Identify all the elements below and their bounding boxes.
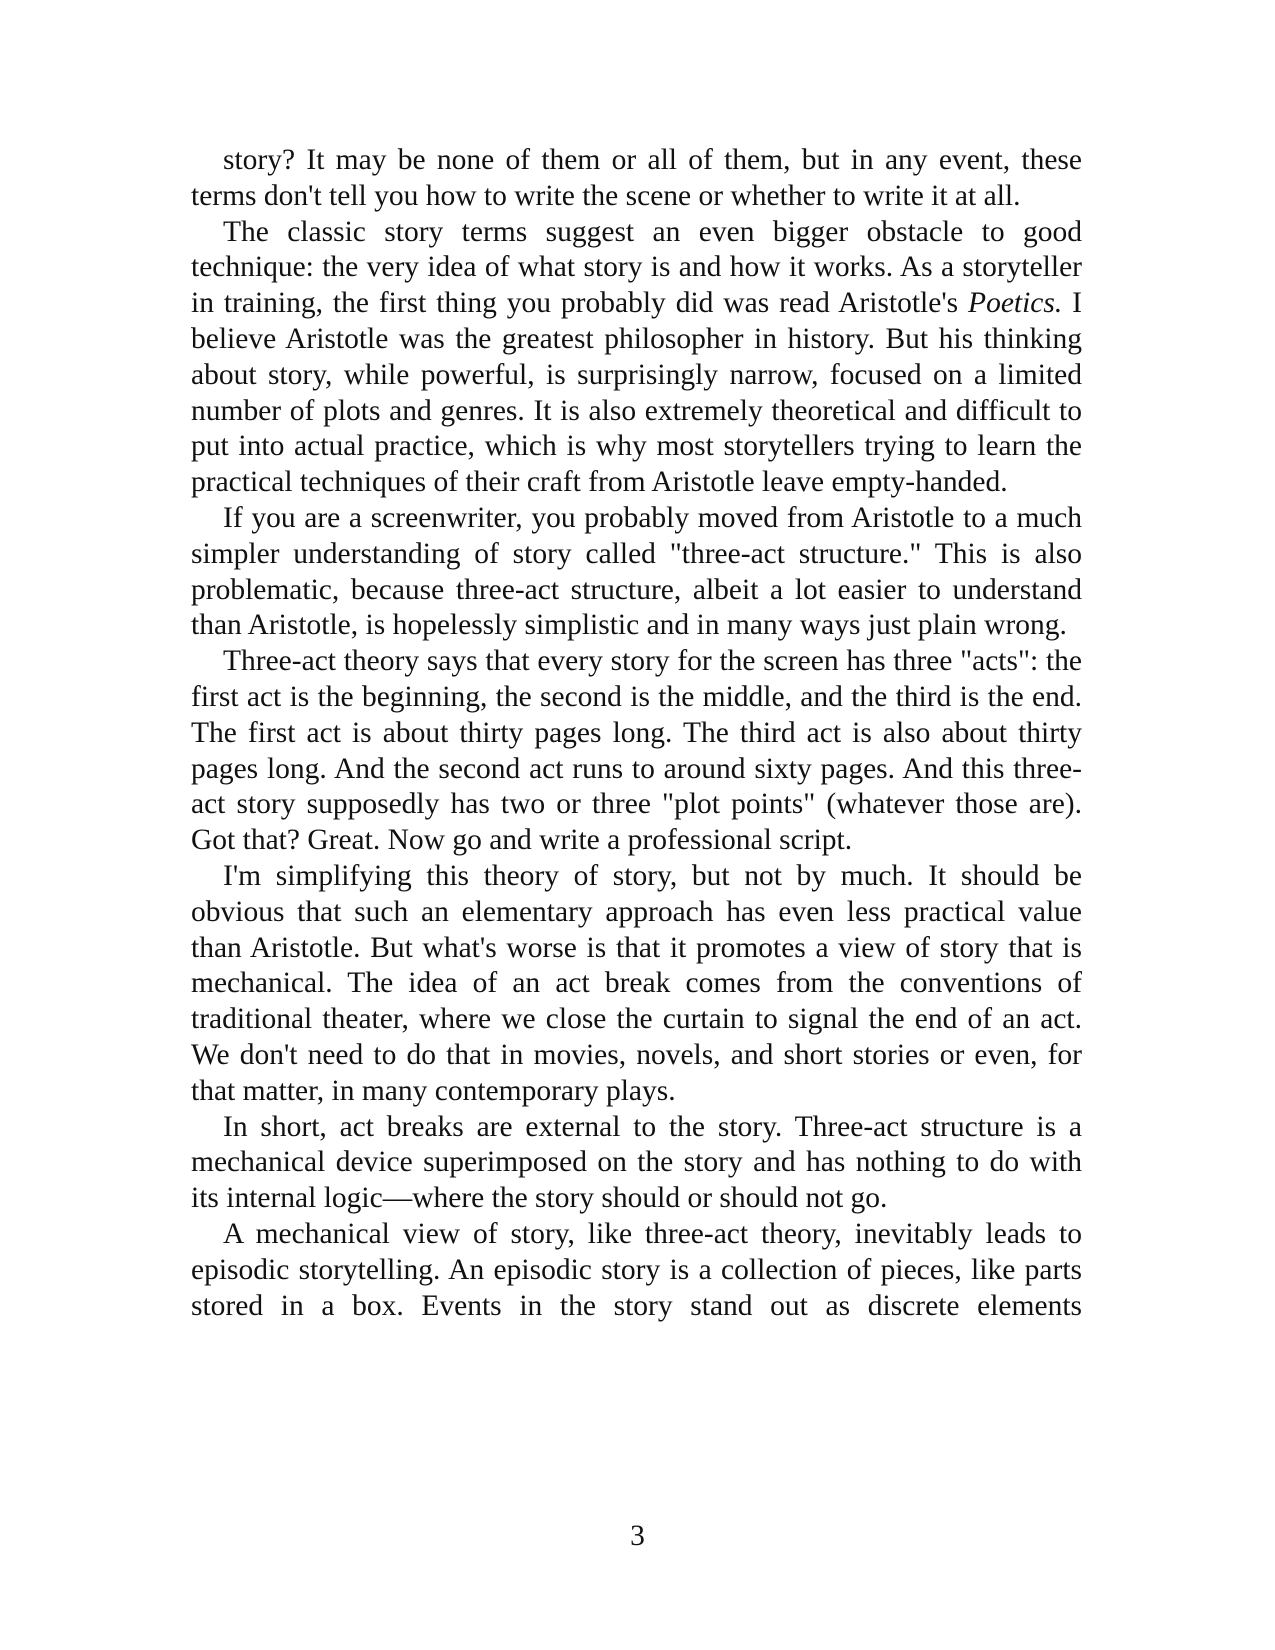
paragraph-2-text-after: I believe Aristotle was the greatest philosopher in history. But his thinking about story, while powerful, is surprisingly narrow, focused on a limited number of plots and genres. It is also extremely theoretical and difficult to put into actual practice, which is why most storytellers trying to learn the practical techniques of their craft from Aristotle leave empty-handed. (191, 287, 1082, 499)
paragraph-4: Three-act theory says that every story for the screen has three "acts": the first act is the beginning, the second is the middle, and the third is the end. The first act is about thirty pages long. The third act is also about thirty pages long. And the second act runs to around sixty pages. And this three-act story supposedly has two or three "plot points" (whatever those are). Got that? Great. Now go and write a professional script. (191, 645, 1082, 857)
page-body (191, 143, 1082, 1324)
paragraph-7: A mechanical view of story, like three-act theory, inevitably leads to episodic storytelling. An episodic story is a collection of pieces, like parts stored in a box. Events in the story stand out as discrete elements (191, 1217, 1082, 1322)
paragraph-2-text-before: The classic story terms suggest an even bigger obstacle to good technique: the very idea of what story is and how it works. As a storyteller in training, the first thing you probably did was read Aristotle's (191, 215, 1082, 320)
paragraph-6: In short, act breaks are external to the story. Three-act structure is a mechanical device superimposed on the story and has nothing to do with its internal logic—where the story should or should not go. (191, 1110, 1082, 1215)
page-number: 3 (630, 1520, 645, 1552)
book-title-poetics: Poetics. (968, 287, 1063, 320)
paragraph-2 (191, 215, 1082, 501)
paragraph-1: story? It may be none of them or all of them, but in any event, these terms don't tell you how to write the scene or whether to write it at all. (191, 144, 1082, 212)
paragraph-5: I'm simplifying this theory of story, but not by much. It should be obvious that such an elementary approach has even less practical value than Aristotle. But what's worse is that it promotes a view of story that is mechanical. The idea of an act break comes from the conventions of traditional theater, where we close the curtain to signal the end of an act. We don't need to do that in movies, novels, and short stories or even, for that matter, in many contemporary plays. (191, 859, 1082, 1107)
paragraph-3: If you are a screenwriter, you probably moved from Aristotle to a much simpler understanding of story called "three-act structure." This is also problematic, because three-act structure, albeit a lot easier to understand than Aristotle, is hopelessly simplistic and in many ways just plain wrong. (191, 501, 1082, 642)
